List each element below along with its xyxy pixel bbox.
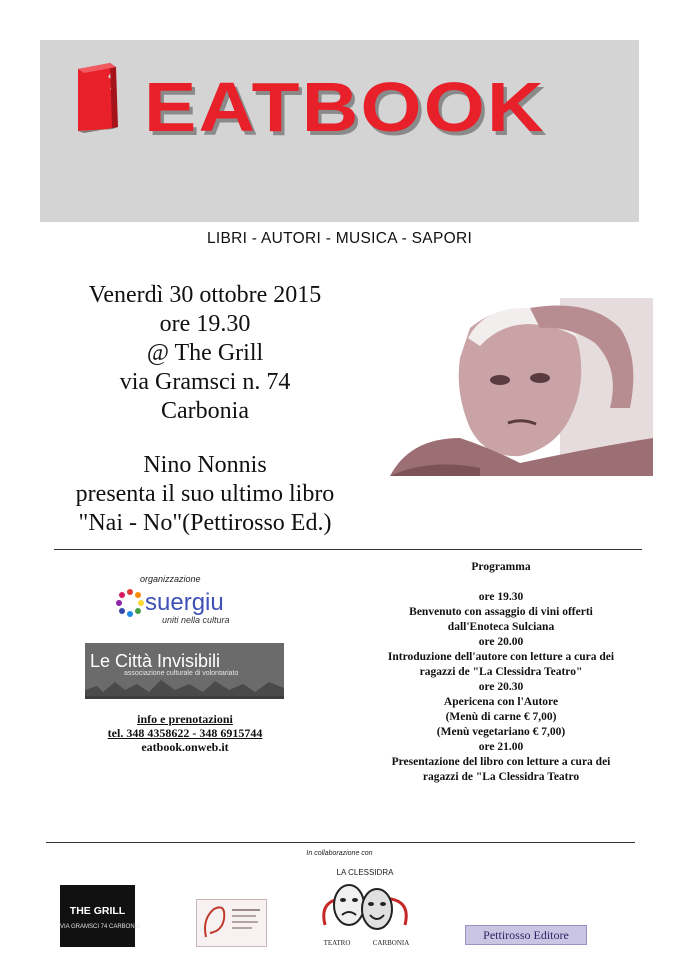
event-city: Carbonia <box>161 398 249 424</box>
programme-line: Benvenuto con assaggio di vini offerti <box>409 606 593 618</box>
programme-line: Apericena con l'Autore <box>443 696 559 708</box>
collaborators-label: In collaborazione con <box>306 850 373 857</box>
event-details <box>70 281 340 426</box>
clessidra-right-text: CARBONIA <box>372 939 410 947</box>
suergiu-tagline: uniti nella cultura <box>162 615 230 625</box>
programme-line: ore 20.00 <box>478 636 524 648</box>
la-clessidra-logo <box>315 865 415 950</box>
tagline: LIBRI - AUTORI - MUSICA - SAPORI <box>206 230 473 247</box>
clessidra-left-text: TEATRO <box>323 939 351 947</box>
presenter-block <box>60 451 350 538</box>
organizers-label: organizzazione <box>140 574 201 584</box>
divider-bottom <box>46 842 635 843</box>
presenter-name: Nino Nonnis <box>143 452 267 478</box>
programme-line: dall'Enoteca Sulciana <box>447 621 555 633</box>
event-venue: @ The Grill <box>146 340 264 366</box>
author-photo <box>390 298 653 476</box>
event-time: ore 19.30 <box>159 311 251 337</box>
enoteca-card-logo <box>196 899 267 947</box>
citta-title: Le Città Invisibili <box>90 651 221 671</box>
citta-subtitle: associazione culturale di volontariato <box>124 670 239 677</box>
programme-line: (Menù di carne € 7,00) <box>445 711 557 723</box>
clessidra-top-text: LA CLESSIDRA <box>336 868 394 877</box>
suergiu-logo <box>112 583 262 628</box>
programme-line: ore 19.30 <box>478 591 524 603</box>
programme-line: ragazzi de "La Clessidra Teatro" <box>419 666 583 678</box>
programme <box>356 560 646 785</box>
eatbook-logo-text: EATBOOK <box>144 68 546 146</box>
suergiu-name: suergiu <box>145 589 224 616</box>
contact-website: eatbook.onweb.it <box>141 740 229 754</box>
book-title: "Nai - No"(Pettirosso Ed.) <box>78 510 332 536</box>
divider-top <box>54 549 642 550</box>
programme-line: ragazzi de "La Clessidra Teatro <box>422 771 580 783</box>
programme-line: Presentazione del libro con letture a cura dei <box>391 756 611 768</box>
programme-line: (Menù vegetariano € 7,00) <box>436 726 566 738</box>
grill-title: THE GRILL <box>69 905 126 917</box>
pettirosso-text: Pettirosso Editore <box>483 928 569 942</box>
programme-title: Programma <box>471 561 531 573</box>
event-address: via Gramsci n. 74 <box>119 369 291 395</box>
presenter-text: presenta il suo ultimo libro <box>75 481 335 507</box>
programme-line: ore 20.30 <box>478 681 524 693</box>
grill-address: VIA GRAMSCI 74 CARBONIA <box>60 924 141 930</box>
contact-heading: info e prenotazioni <box>137 712 233 726</box>
book-logo-icon <box>72 59 118 133</box>
programme-line: ore 21.00 <box>478 741 524 753</box>
event-date: Venerdì 30 ottobre 2015 <box>88 282 322 308</box>
contact-phone: tel. 348 4358622 - 348 6915744 <box>107 726 263 740</box>
programme-line: Introduzione dell'autore con letture a cura dei <box>387 651 615 663</box>
